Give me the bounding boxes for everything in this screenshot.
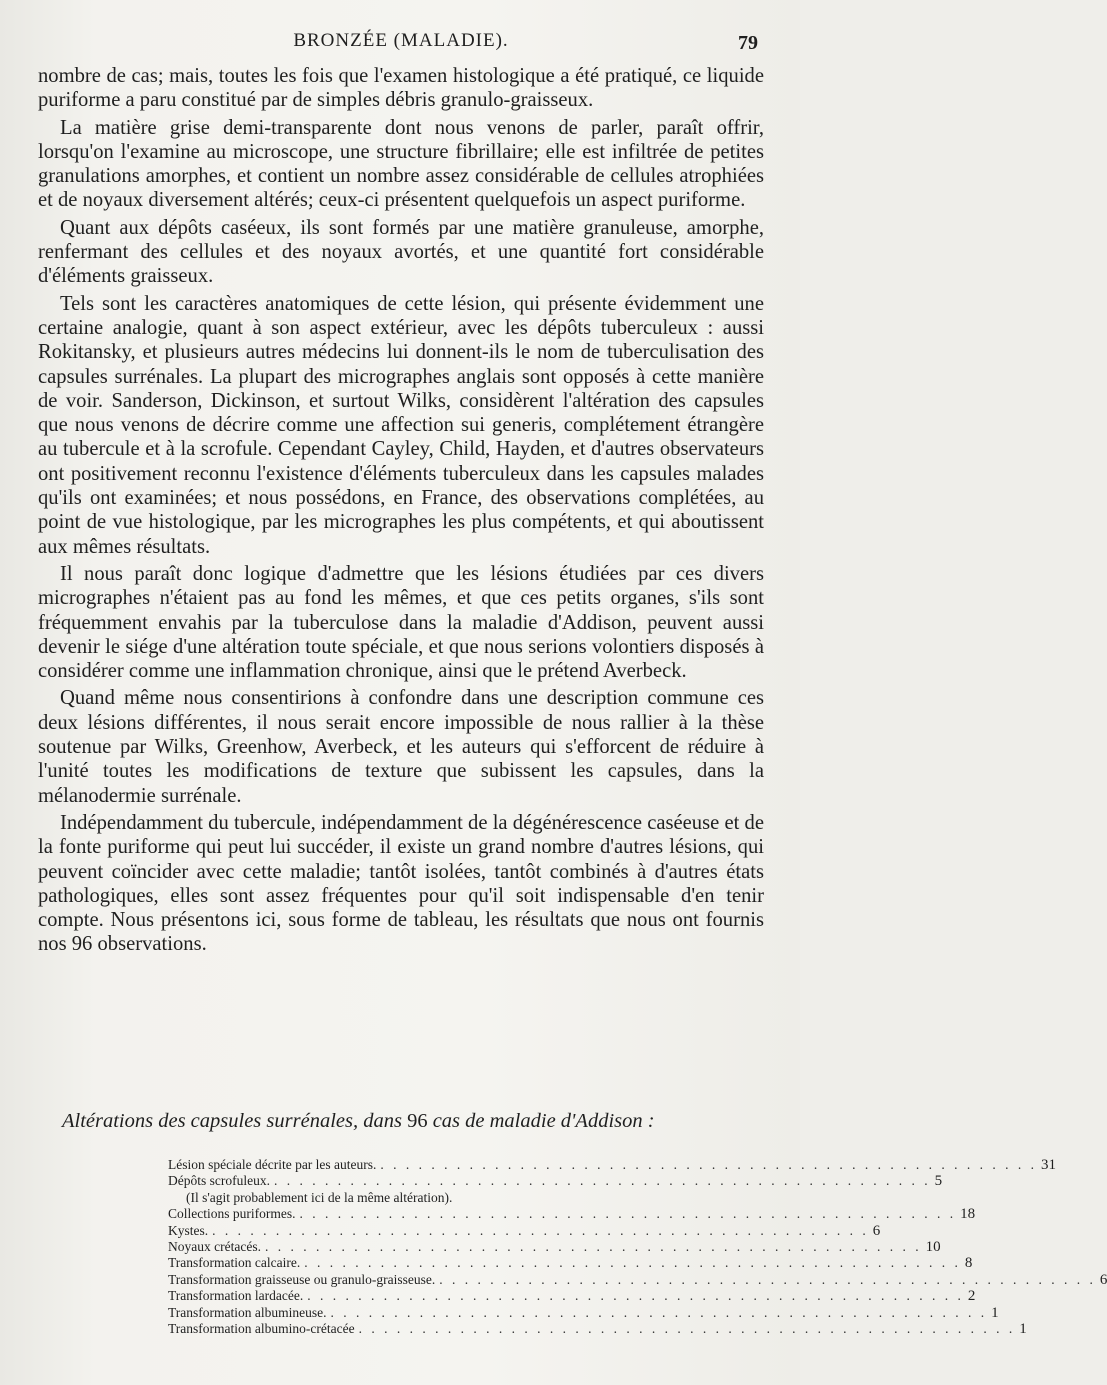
leader-dots: . . . . . . . . . . . . . . . . . . . . . . . . . . . . . . . . . . . . . . . . . . . . . . . . . . . .: [330, 1304, 988, 1320]
row-label: Transformation lardacée.: [168, 1288, 304, 1304]
paragraph: Quant aux dépôts caséeux, ils sont formés par une matière granuleuse, amorphe, renfermant des cellules et des noyaux avortés, et une quantité fort considérable d'éléments graisseux.: [38, 216, 764, 288]
row-label: Collections puriformes.: [168, 1206, 296, 1222]
caption-text-before: Altérations des capsules surrénales, dans: [62, 1110, 408, 1132]
leader-dots: . . . . . . . . . . . . . . . . . . . . . . . . . . . . . . . . . . . . . . . . . . . . . . . . . . . .: [380, 1157, 1038, 1172]
table-row: [168, 1304, 999, 1321]
table-row-note: [168, 1190, 646, 1206]
row-label: Lésion spéciale décrite par les auteurs.: [168, 1157, 377, 1172]
table-row: [168, 1157, 1057, 1173]
row-label: Transformation graisseuse ou granulo-graisseuse.: [168, 1271, 436, 1287]
table-row: [168, 1173, 943, 1190]
caption-number: 96: [407, 1110, 428, 1132]
row-value: 31: [1041, 1157, 1057, 1173]
row-value: 2: [967, 1288, 976, 1305]
table-row: [168, 1288, 976, 1305]
running-head: BRONZÉE (MALADIE).: [293, 30, 509, 51]
table-row: [168, 1238, 941, 1255]
body-text: [38, 64, 764, 960]
row-label: Transformation albumineuse.: [168, 1304, 327, 1320]
row-value: 8: [964, 1255, 973, 1272]
table-row: [168, 1271, 1107, 1288]
paragraph: Tels sont les caractères anatomiques de cette lésion, qui présente évidemment une certaine analogie, quant à son aspect extérieur, avec les dépôts tuberculeux : aussi Rokitansky, et plusieurs autres médecins lui donnent-ils le nom de tuberculisation des capsules surrénales. La plupart des micrographes anglais sont opposés à cette manière de voir. Sanderson, Dickinson, et surtout Wilks, considèrent l'altération des capsules que nous venons de décrire comme une affection sui generis, complétement étrangère au tubercule et à la scrofule. Cependant Cayley, Child, Hayden, et d'autres observateurs ont positivement reconnu l'existence d'éléments tuberculeux dans les capsules malades qu'ils ont examinées; et nous possédons, en France, des observations complétées, au point de vue histologique, par les micrographes les plus compétents, et qui aboutissent aux mêmes résultats.: [38, 292, 764, 558]
lesion-table: [168, 1157, 1107, 1337]
leader-dots: . . . . . . . . . . . . . . . . . . . . . . . . . . . . . . . . . . . . . . . . . . . . . . . . . . . .: [212, 1222, 869, 1238]
row-label: Transformation calcaire.: [168, 1255, 301, 1271]
row-value: 6: [872, 1222, 881, 1239]
paragraph: nombre de cas; mais, toutes les fois que l'examen histologique a été pratiqué, ce liquide puriforme a paru constitué par de simples débris granulo-graisseux.: [38, 65, 764, 112]
page-header: [38, 30, 764, 60]
row-value: 5: [934, 1173, 943, 1190]
leader-dots: . . . . . . . . . . . . . . . . . . . . . . . . . . . . . . . . . . . . . . . . . . . . . . . . . . . .: [307, 1288, 964, 1304]
leader-dots: . . . . . . . . . . . . . . . . . . . . . . . . . . . . . . . . . . . . . . . . . . . . . . . . . . . .: [439, 1271, 1096, 1287]
paragraph: Quand même nous consentirions à confondre dans une description commune ces deux lésions différentes, il nous serait encore impossible de nous rallier à la thèse soutenue par Wilks, Greenhow, Averbeck, et les auteurs qui s'efforcent de réduire à l'unité toutes les modifications de texture que subissent les capsules, dans la mélanodermie surrénale.: [38, 687, 764, 807]
leader-dots: . . . . . . . . . . . . . . . . . . . . . . . . . . . . . . . . . . . . . . . . . . . . . . . . . . . .: [264, 1238, 922, 1254]
row-value: 10: [925, 1238, 941, 1255]
row-label: Noyaux crétacés.: [168, 1238, 261, 1254]
row-label: Transformation albumino-crétacée: [168, 1320, 355, 1336]
table-caption: [62, 1110, 764, 1133]
page-number: 79: [738, 32, 758, 54]
row-label: Kystes.: [168, 1222, 209, 1238]
caption-text-after: cas de maladie d'Addison :: [427, 1110, 655, 1132]
leader-dots: . . . . . . . . . . . . . . . . . . . . . . . . . . . . . . . . . . . . . . . . . . . . . . . . . . . .: [358, 1320, 1016, 1336]
row-value: 18: [960, 1206, 976, 1223]
row-value: 1: [1019, 1320, 1027, 1337]
table-row: [168, 1320, 1027, 1337]
table-row: [168, 1206, 976, 1223]
paragraph: La matière grise demi-transparente dont nous venons de parler, paraît offrir, lorsqu'on l'examine au microscope, une structure fibrillaire; elle est infiltrée de petites granulations amorphes, et contient un nombre assez considérable de cellules atrophiées et de noyaux diversement altérés; ceux-ci présentent quelquefois un aspect puriforme.: [38, 116, 764, 212]
row-label: (Il s'agit probablement ici de la même altération).: [186, 1189, 453, 1205]
paragraph: Il nous paraît donc logique d'admettre que les lésions étudiées par ces divers micrographes n'étaient pas au fond les mêmes, et que ces petits organes, s'ils sont fréquemment envahis par la tuberculose dans la maladie d'Addison, peuvent aussi devenir le siége d'une altération toute spéciale, et que nous serions volontiers disposés à considérer comme une inflammation chronique, ainsi que le prétend Averbeck.: [38, 562, 764, 683]
row-label: Dépôts scrofuleux.: [168, 1173, 270, 1189]
row-value: 1: [991, 1304, 999, 1321]
row-value: 6: [1099, 1271, 1107, 1288]
leader-dots: . . . . . . . . . . . . . . . . . . . . . . . . . . . . . . . . . . . . . . . . . . . . . . . . . . . .: [299, 1206, 957, 1222]
table-row: [168, 1222, 881, 1239]
leader-dots: . . . . . . . . . . . . . . . . . . . . . . . . . . . . . . . . . . . . . . . . . . . . . . . . . . . .: [273, 1173, 931, 1189]
table-row: [168, 1255, 973, 1272]
paragraph: Indépendamment du tubercule, indépendamment de la dégénérescence caséeuse et de la fonte puriforme qui peut lui succéder, il existe un grand nombre d'autres lésions, qui peuvent coïncider avec cette maladie; tantôt isolées, tantôt combinés à d'autres états pathologiques, elles sont assez fréquentes pour qu'il soit indispensable d'en tenir compte. Nous présentons ici, sous forme de tableau, les résultats que nous ont fournis nos 96 observations.: [38, 811, 764, 956]
leader-dots: . . . . . . . . . . . . . . . . . . . . . . . . . . . . . . . . . . . . . . . . . . . . . . . . . . . .: [304, 1255, 961, 1271]
